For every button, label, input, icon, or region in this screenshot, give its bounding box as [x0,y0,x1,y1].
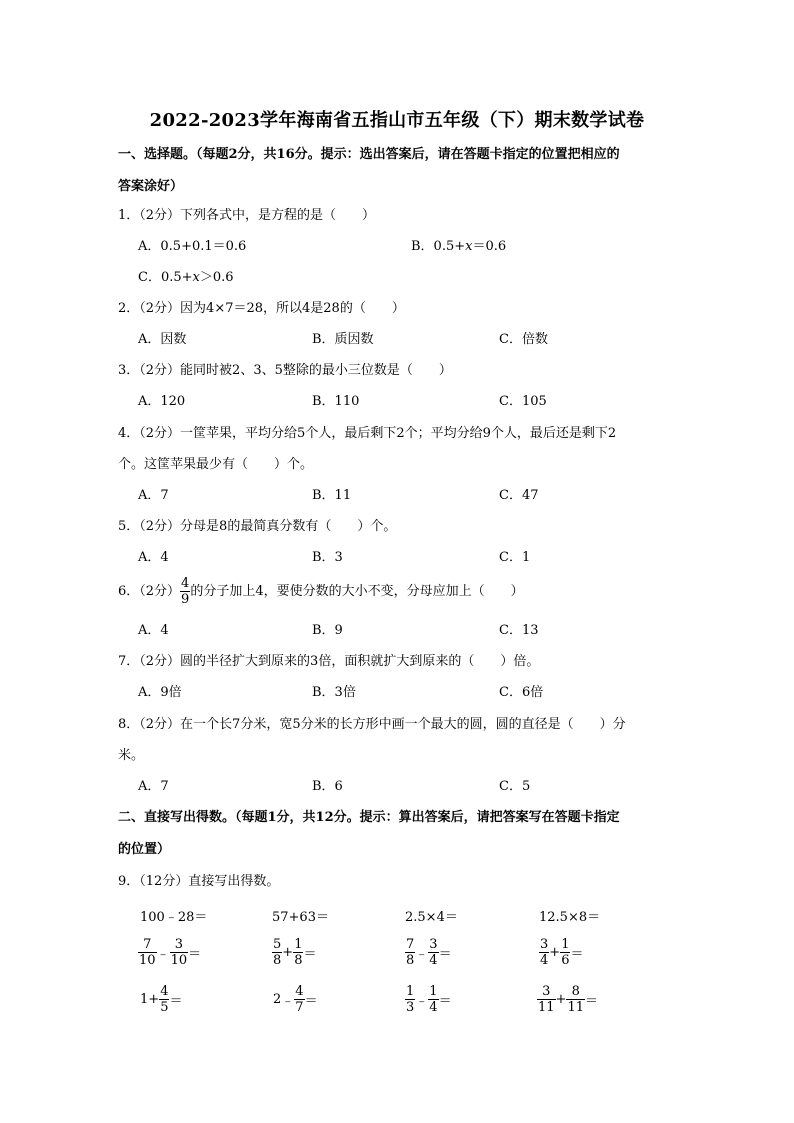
question-6-option-b: B．9 [312,623,343,638]
calc-item: $\frac{3}{4}$ + $\frac{1}{6}$ ＝ [540,937,584,968]
calc-item: 2.5×4＝ [405,910,458,925]
question-3-option-a: A．120 [138,394,186,409]
question-1-option-c: C．0.5+x＞0.6 [138,270,234,285]
question-8-stem: 8．（2分）在一个长7分米，宽5分米的长方形中画一个最大的圆，圆的直径是（ ）分 [118,717,626,732]
question-7-option-a: A．9倍 [138,685,182,700]
question-5-option-b: B．3 [312,550,343,565]
section1-heading-line1: 一、选择题。（每题2分，共16分。提示：选出答案后，请在答题卡指定的位置把相应的 [118,147,620,162]
question-8-stem-cont: 米。 [118,748,145,763]
question-7-option-c: C．6倍 [499,685,544,700]
page-title: 2022-2023学年海南省五指山市五年级（下）期末数学试卷 [149,110,645,131]
calc-item: $\frac{5}{8}$ + $\frac{1}{8}$ ＝ [273,937,317,968]
calc-item: $\frac{7}{10}$ ﹣ $\frac{3}{10}$ ＝ [139,937,202,968]
section2-heading-line2: 的位置） [118,842,171,857]
calc-item: 1+ $\frac{4}{5}$ ＝ [140,984,183,1015]
question-4-stem-cont: 个。这筐苹果最少有（ ）个。 [118,457,314,472]
question-5-option-c: C．1 [499,550,531,565]
calc-item: 57+63＝ [272,910,329,925]
section1-heading-line2: 答案涂好） [118,179,184,194]
question-6-option-c: C．13 [499,623,539,638]
calc-item: 12.5×8＝ [539,910,601,925]
calc-item: $\frac{7}{8}$ ﹣ $\frac{3}{4}$ ＝ [406,937,452,968]
question-3-stem: 3．（2分）能同时被2、3、5整除的最小三位数是（ ） [118,363,452,378]
question-4-option-a: A．7 [138,488,169,503]
question-2-option-a: A．因数 [138,332,187,347]
question-7-option-b: B．3倍 [312,685,356,700]
question-1-option-b: B．0.5+x＝0.6 [411,239,507,254]
question-5-stem: 5．（2分）分母是8的最简真分数有（ ）个。 [118,519,397,534]
question-3-option-c: C．105 [499,394,547,409]
question-4-option-b: B．11 [312,488,352,503]
question-1-option-a: A．0.5+0.1＝0.6 [138,239,247,254]
calc-item: 100﹣28＝ [140,910,208,925]
question-8-option-c: C．5 [499,779,531,794]
question-9-stem: 9．（12分）直接写出得数。 [118,874,280,889]
question-5-option-a: A．4 [138,550,169,565]
question-2-option-b: B．质因数 [312,332,374,347]
calc-item: $\frac{1}{3}$ ﹣ $\frac{1}{4}$ ＝ [406,984,452,1015]
question-4-option-c: C．47 [499,488,539,503]
question-1-stem: 1．（2分）下列各式中，是方程的是（ ） [118,208,376,223]
question-2-stem: 2．（2分）因为4×7＝28，所以4是28的（ ） [118,301,405,316]
question-3-option-b: B．110 [312,394,360,409]
fraction-4-9: $\frac{4}{9}$ [181,576,190,607]
calc-item: 2﹣ $\frac{4}{7}$ ＝ [273,984,318,1015]
question-4-stem: 4．（2分）一筐苹果，平均分给5个人，最后剩下2个；平均分给9个人，最后还是剩下2 [118,426,617,441]
question-8-option-a: A．7 [138,779,169,794]
section2-heading-line1: 二、直接写出得数。（每题1分，共12分。提示：算出答案后，请把答案写在答题卡指定 [118,810,620,825]
question-6-option-a: A．4 [138,623,169,638]
question-8-option-b: B．6 [312,779,343,794]
question-6-stem: 6．（2分） $\frac{4}{9}$ 的分子加上4，要使分数的大小不变，分母应加上（ ） [118,576,524,607]
question-7-stem: 7．（2分）圆的半径扩大到原来的3倍，面积就扩大到原来的（ ）倍。 [118,654,540,669]
question-2-option-c: C．倍数 [499,332,548,347]
calc-item: $\frac{3}{11}$ + $\frac{8}{11}$ ＝ [538,984,599,1015]
